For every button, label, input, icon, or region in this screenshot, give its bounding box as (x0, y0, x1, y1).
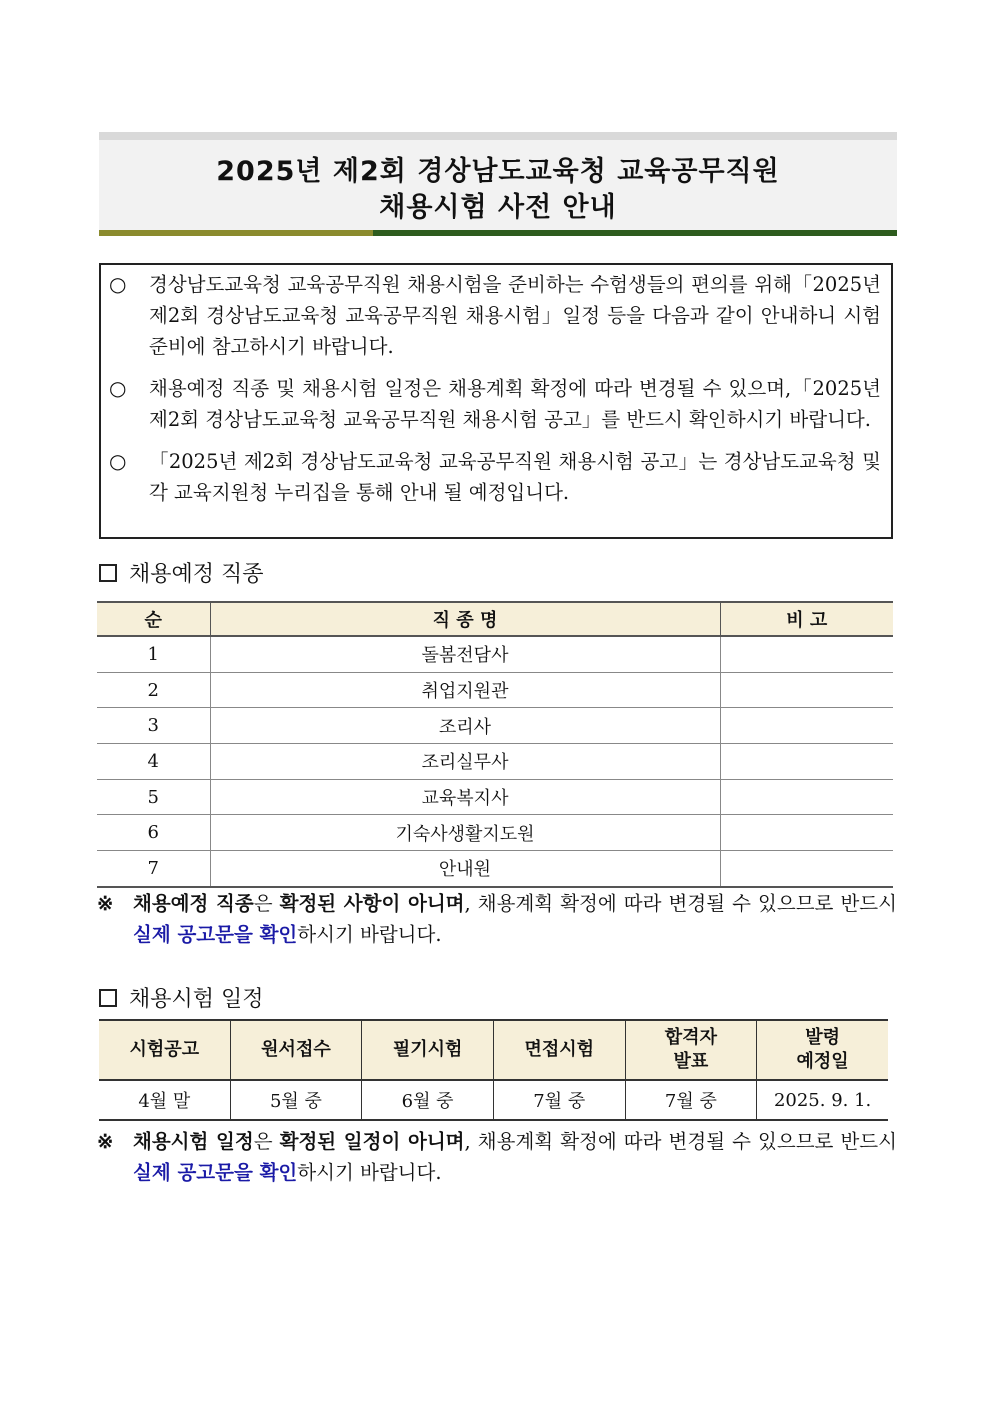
header-line: 면접시험 (524, 1039, 595, 1060)
schedule-note-text (133, 1126, 897, 1188)
cell-remarks (720, 815, 893, 851)
schedule-heading-text: 채용시험 일정 (129, 987, 264, 1012)
jobs-heading-text: 채용예정 직종 (129, 562, 264, 587)
col-header-interview (493, 1020, 625, 1080)
col-header-announcement (99, 1020, 230, 1080)
schedule-table (99, 1019, 888, 1121)
cell-no: 3 (97, 708, 210, 744)
jobs-table (97, 601, 893, 888)
col-header-no: 순 (97, 602, 210, 636)
title-line-1: 2025년 제2회 경상남도교육청 교육공무직원 (216, 156, 780, 187)
cell-job-name: 조리사 (210, 708, 720, 744)
col-header-remarks: 비 고 (720, 602, 893, 636)
table-row (97, 708, 893, 744)
notice-text: 경상남도교육청 교육공무직원 채용시험을 준비하는 수험생들의 편의를 위해「2025년 제2회 경상남도교육청 교육공무직원 채용시험」일정 등을 다음과 같이 안내하니 시험 준비에 참고하시기 바랍니다. (149, 273, 881, 358)
note-text: , 채용계획 확정에 따라 변경될 수 있으므로 반드시 (464, 892, 897, 915)
cell-no: 4 (97, 744, 210, 780)
schedule-table-header (99, 1020, 888, 1080)
cell-remarks (720, 636, 893, 672)
checkbox-square-icon (99, 989, 117, 1007)
title-bar-olive (99, 230, 373, 236)
note-bold-subject: 채용예정 직종 (133, 892, 254, 915)
col-header-results (625, 1020, 757, 1080)
page-title (99, 140, 897, 230)
reference-mark-icon: ※ (97, 892, 114, 915)
jobs-note (97, 888, 897, 950)
notice-text: 채용예정 직종 및 채용시험 일정은 채용계획 확정에 따라 변경될 수 있으며,「2025년 제2회 경상남도교육청 교육공무직원 채용시험 공고」를 반드시 확인하시기 바랍니다. (149, 377, 881, 431)
table-row (99, 1080, 888, 1120)
reference-mark-icon: ※ (97, 1130, 114, 1153)
note-bold-warning: 확정된 일정이 아니며 (279, 1130, 465, 1153)
table-row (97, 851, 893, 887)
cell-interview-date: 7월 중 (493, 1080, 625, 1120)
cell-remarks (720, 708, 893, 744)
notice-item (109, 446, 881, 508)
title-line-2: 채용시험 사전 안내 (379, 192, 617, 223)
title-bottom-bar (99, 230, 897, 236)
cell-written-exam-date: 6월 중 (362, 1080, 494, 1120)
table-row (97, 815, 893, 851)
jobs-table-header (97, 602, 893, 636)
note-highlight: 실제 공고문을 확인 (133, 923, 298, 946)
header-line: 시험공고 (129, 1039, 200, 1060)
header-line: 원서접수 (261, 1039, 331, 1060)
col-header-application (230, 1020, 362, 1080)
header-line: 예정일 (796, 1051, 849, 1072)
cell-no: 7 (97, 851, 210, 887)
note-text: 하시기 바랍니다. (297, 1161, 442, 1184)
jobs-section-heading (99, 557, 264, 588)
cell-remarks (720, 779, 893, 815)
notice-text: 「2025년 제2회 경상남도교육청 교육공무직원 채용시험 공고」는 경상남도교육청 및 각 교육지원청 누리집을 통해 안내 될 예정입니다. (149, 450, 881, 504)
title-top-bar (99, 132, 897, 140)
note-text: 은 (253, 1130, 280, 1153)
cell-job-name: 조리실무사 (210, 744, 720, 780)
circle-bullet-icon: ○ (109, 449, 127, 473)
title-bar-green (373, 230, 897, 236)
cell-job-name: 교육복지사 (210, 779, 720, 815)
schedule-note (97, 1126, 897, 1188)
notice-item (109, 269, 881, 362)
col-header-job-name: 직 종 명 (210, 602, 720, 636)
note-highlight: 실제 공고문을 확인 (133, 1161, 298, 1184)
table-row (97, 636, 893, 672)
cell-no: 6 (97, 815, 210, 851)
header-line: 합격자 (664, 1027, 717, 1048)
cell-application-date: 5월 중 (230, 1080, 362, 1120)
col-header-written-exam (362, 1020, 494, 1080)
cell-remarks (720, 672, 893, 708)
cell-job-name: 취업지원관 (210, 672, 720, 708)
cell-job-name: 안내원 (210, 851, 720, 887)
checkbox-square-icon (99, 564, 117, 582)
cell-no: 1 (97, 636, 210, 672)
note-bold-warning: 확정된 사항이 아니며 (279, 892, 465, 915)
table-row (97, 672, 893, 708)
table-row (97, 744, 893, 780)
jobs-note-text (133, 888, 897, 950)
notice-item (109, 373, 881, 435)
schedule-section-heading (99, 982, 264, 1013)
cell-job-name: 기숙사생활지도원 (210, 815, 720, 851)
note-text: 은 (253, 892, 280, 915)
cell-remarks (720, 744, 893, 780)
cell-results-date: 7월 중 (625, 1080, 757, 1120)
header-line: 발령 (805, 1027, 840, 1048)
note-text: 하시기 바랍니다. (297, 923, 442, 946)
header-line: 발표 (673, 1051, 709, 1072)
circle-bullet-icon: ○ (109, 272, 127, 296)
header-line: 필기시험 (392, 1039, 463, 1060)
cell-no: 5 (97, 779, 210, 815)
title-block (99, 132, 897, 236)
note-text: , 채용계획 확정에 따라 변경될 수 있으므로 반드시 (464, 1130, 897, 1153)
table-row (97, 779, 893, 815)
cell-appointment-date: 2025. 9. 1. (757, 1080, 888, 1120)
cell-remarks (720, 851, 893, 887)
cell-job-name: 돌봄전담사 (210, 636, 720, 672)
circle-bullet-icon: ○ (109, 376, 127, 400)
cell-announcement-date: 4월 말 (99, 1080, 230, 1120)
cell-no: 2 (97, 672, 210, 708)
col-header-appointment (757, 1020, 888, 1080)
note-bold-subject: 채용시험 일정 (133, 1130, 254, 1153)
notice-box (99, 263, 893, 539)
